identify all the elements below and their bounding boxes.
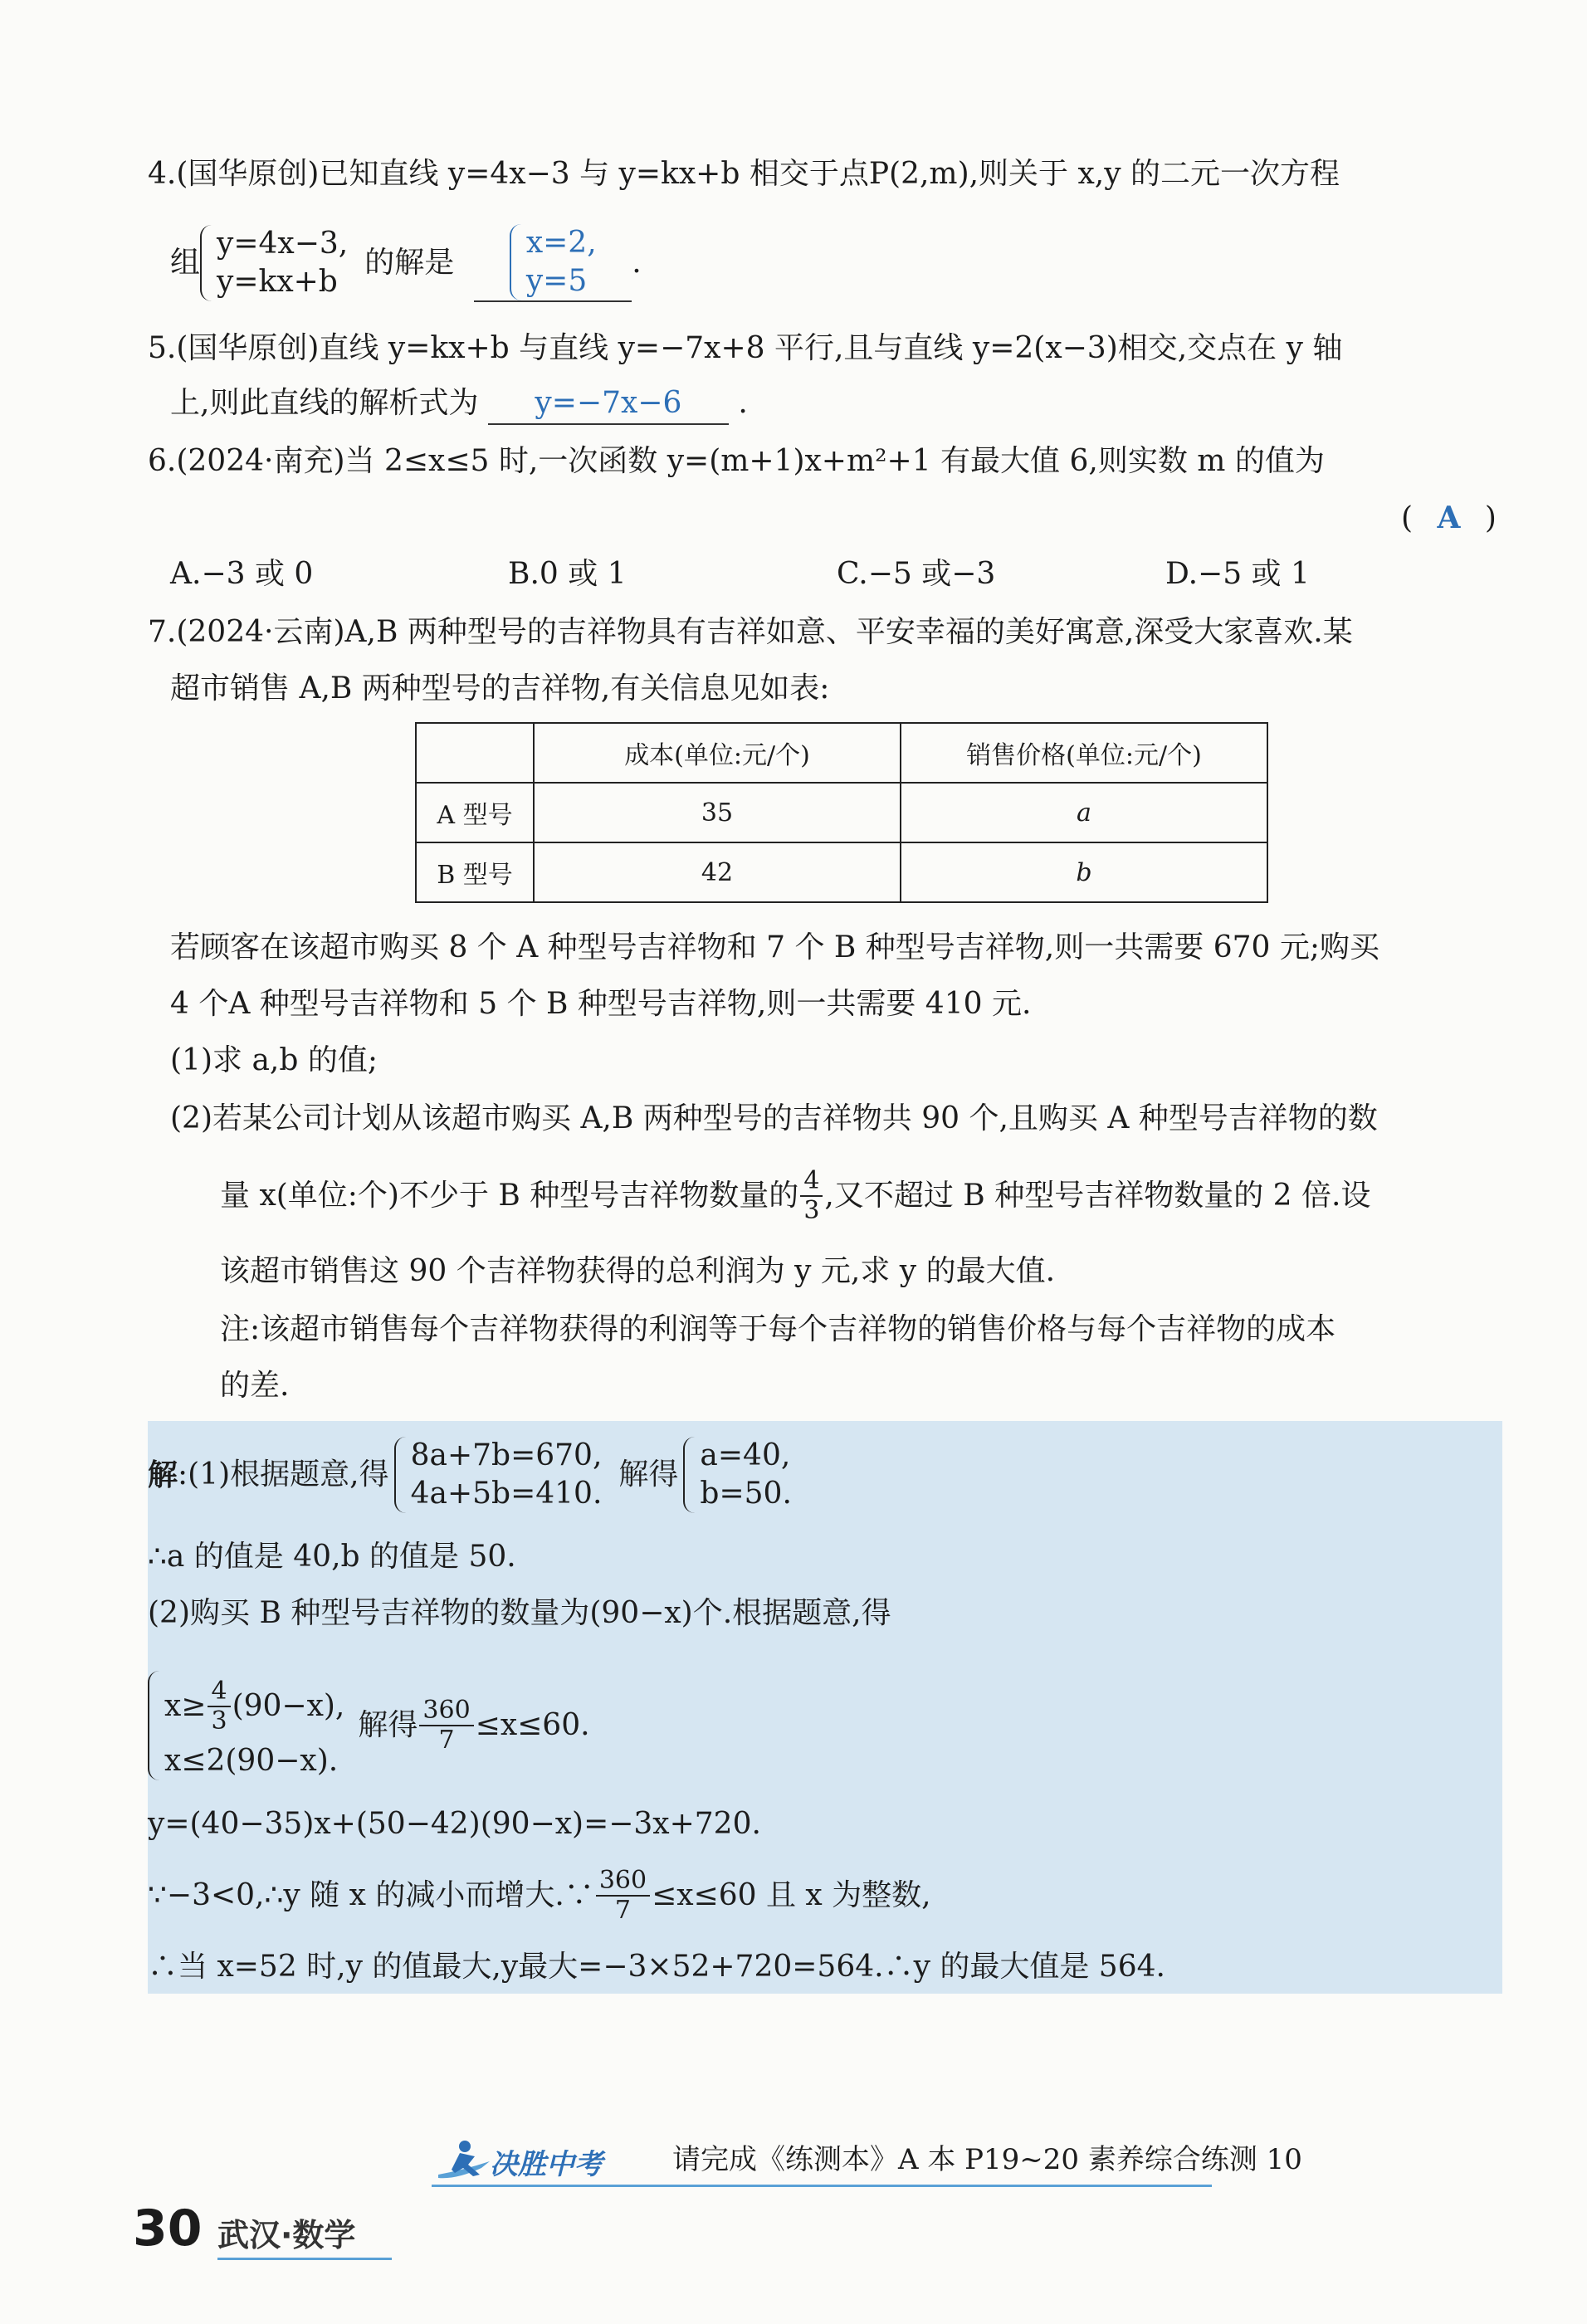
table-header-row — [416, 723, 1267, 783]
solution-s2-intro: (2)购买 B 种型号吉祥物的数量为(90−x)个.根据题意,得 — [148, 1596, 891, 1630]
table-row — [416, 783, 1267, 842]
page-label-divider — [217, 2258, 392, 2260]
q7-note1: 注:该超市销售每个吉祥物获得的利润等于每个吉祥物的销售价格与每个吉祥物的成本 — [220, 1312, 1336, 1346]
footer-divider — [432, 2185, 1212, 2187]
fraction-numerator: 4 — [208, 1677, 230, 1707]
q6-option-b: B.0 或 1 — [508, 557, 627, 591]
solution-s1-prefix: :(1)根据题意,得 — [178, 1457, 389, 1492]
brace-icon — [683, 1437, 698, 1513]
q5-end: . — [738, 386, 748, 420]
solution-s1-mid: 解得 — [618, 1457, 679, 1492]
table-cell: a — [901, 783, 1267, 842]
q4-line1: 4.(国华原创)已知直线 y=4x−3 与 y=kx+b 相交于点P(2,m),则关于 x,y 的二元一次方程 — [148, 157, 1340, 191]
fraction-360-7 — [419, 1697, 473, 1755]
q7-line2: 超市销售 A,B 两种型号的吉祥物,有关信息见如表: — [170, 671, 830, 706]
brace-icon — [394, 1437, 409, 1513]
brace-icon — [200, 225, 215, 301]
fraction-numerator: 360 — [596, 1867, 650, 1897]
q7-note2: 的差. — [220, 1369, 290, 1403]
fraction-numerator: 360 — [419, 1697, 473, 1726]
q6-bracket-close: ) — [1484, 501, 1497, 535]
solution-label: 解 — [148, 1457, 178, 1492]
q4-prefix: 组 — [170, 246, 201, 280]
solution-s2-profit: y=(40−35)x+(50−42)(90−x)=−3x+720. — [148, 1807, 761, 1841]
q4-answer-system — [510, 224, 597, 300]
solution-s1-eq2: 4a+5b=410. — [410, 1477, 603, 1511]
q4-end: . — [632, 246, 642, 280]
q4-eq1: y=4x−3, — [217, 227, 349, 261]
table-cell: 42 — [534, 842, 901, 902]
solution-s1-ans2: b=50. — [700, 1477, 792, 1511]
table-header-cell: 成本(单位:元/个) — [534, 723, 901, 783]
brace-icon — [510, 224, 525, 300]
q7-sub2-line2 — [220, 1167, 1370, 1225]
solution-s2-system-line — [148, 1655, 590, 1796]
fraction-denominator: 3 — [211, 1706, 227, 1736]
fraction-denominator: 7 — [614, 1896, 631, 1925]
q7-sub2-line2-a: 量 x(单位:个)不少于 B 种型号吉祥物数量的 — [220, 1179, 799, 1213]
table-cell: b — [901, 842, 1267, 902]
footer-instruction: 请完成《练测本》A 本 P19~20 素养综合练测 10 — [672, 2143, 1302, 2176]
q6-answer-bracket — [1401, 498, 1497, 539]
solution-s1-conclusion: ∴a 的值是 40,b 的值是 50. — [148, 1540, 516, 1574]
q6-bracket-open: ( — [1401, 501, 1414, 535]
q4-answer-blank — [474, 224, 632, 302]
fraction-4-3 — [208, 1677, 230, 1736]
solution-s1-ans1: a=40, — [700, 1438, 791, 1472]
fraction-denominator: 3 — [803, 1196, 820, 1225]
q5-line1: 5.(国华原创)直线 y=kx+b 与直线 y=−7x+8 平行,且与直线 y=2(x−3)相交,交点在 y 轴 — [148, 331, 1343, 365]
solution-s2-ineq1-a: x≥ — [164, 1689, 207, 1723]
fraction-denominator: 7 — [438, 1726, 455, 1755]
q4-eq2: y=kx+b — [217, 265, 338, 299]
q4-ans2: y=5 — [525, 264, 588, 298]
fraction-360-7 — [596, 1867, 650, 1925]
q7-sub2-line1: (2)若某公司计划从该超市购买 A,B 两种型号的吉祥物共 90 个,且购买 A 种型号吉祥物的数 — [170, 1101, 1378, 1135]
table-cell: A 型号 — [416, 783, 534, 842]
solution-s2-mono-a: ∵−3<0,∴y 随 x 的减小而增大.∵ — [148, 1878, 594, 1912]
fraction-numerator: 4 — [800, 1167, 823, 1197]
q6-line1: 6.(2024·南充)当 2≤x≤5 时,一次函数 y=(m+1)x+m²+1 有最大值 6,则实数 m 的值为 — [148, 444, 1325, 478]
solution-s2-solve-b: ≤x≤60. — [475, 1708, 590, 1742]
solution-part1 — [148, 1429, 792, 1521]
solution-s1-system — [394, 1437, 603, 1513]
solution-s2-monotonic — [148, 1856, 931, 1936]
q7-sub2-line3: 该超市销售这 90 个吉祥物获得的总利润为 y 元,求 y 的最大值. — [220, 1254, 1056, 1288]
q4-system-line — [170, 217, 642, 309]
q7-sub1: (1)求 a,b 的值; — [170, 1043, 378, 1077]
fraction-4-3 — [800, 1167, 823, 1225]
q7-info-table — [415, 722, 1268, 903]
q4-middle: 的解是 — [364, 246, 455, 280]
table-header-cell: 销售价格(单位:元/个) — [901, 723, 1267, 783]
q5-line2-prefix: 上,则此直线的解析式为 — [170, 386, 479, 420]
solution-s2-final: ∴当 x=52 时,y 的值最大,y最大=−3×52+720=564.∴y 的最大值是 564. — [148, 1950, 1165, 1984]
table-cell: 35 — [534, 783, 901, 842]
q7-line1: 7.(2024·云南)A,B 两种型号的吉祥物具有吉祥如意、平安幸福的美好寓意,深受大家喜欢.某 — [148, 615, 1353, 649]
solution-s2-system — [148, 1671, 344, 1780]
brace-icon — [148, 1671, 163, 1780]
q7-sub2-line2-b: ,又不超过 B 种型号吉祥物数量的 2 倍.设 — [824, 1179, 1371, 1213]
q6-option-a: A.−3 或 0 — [170, 557, 314, 591]
solution-s1-eq1: 8a+7b=670, — [410, 1438, 603, 1472]
solution-s2-ineq1-b: (90−x), — [232, 1689, 345, 1723]
solution-s2-ineq1 — [164, 1671, 344, 1742]
table-row — [416, 842, 1267, 902]
q7-para1: 若顾客在该超市购买 8 个 A 种型号吉祥物和 7 个 B 种型号吉祥物,则一共需要 670 元;购买 — [170, 930, 1379, 964]
q6-option-c: C.−5 或−3 — [837, 557, 996, 591]
page-number: 30 — [133, 2200, 203, 2258]
table-cell: B 型号 — [416, 842, 534, 902]
q6-answer: A — [1437, 500, 1461, 535]
runner-logo — [432, 2136, 647, 2186]
q4-ans1: x=2, — [525, 226, 597, 260]
solution-s1-answer-system — [683, 1437, 791, 1513]
q5-line2 — [170, 383, 748, 425]
solution-s2-mono-b: ≤x≤60 且 x 为整数, — [652, 1878, 931, 1912]
solution-s2-ineq2: x≤2(90−x). — [164, 1744, 339, 1778]
q4-system — [200, 225, 348, 301]
footer-logo-text: 决胜中考 — [490, 2148, 603, 2181]
q7-para2: 4 个A 种型号吉祥物和 5 个 B 种型号吉祥物,则一共需要 410 元. — [170, 987, 1032, 1021]
page-label: 武汉·数学 — [217, 2217, 356, 2253]
q6-option-d: D.−5 或 1 — [1165, 557, 1310, 591]
solution-s2-solve-a: 解得 — [358, 1708, 418, 1742]
q5-answer: y=−7x−6 — [488, 383, 729, 425]
table-header-cell — [416, 723, 534, 783]
